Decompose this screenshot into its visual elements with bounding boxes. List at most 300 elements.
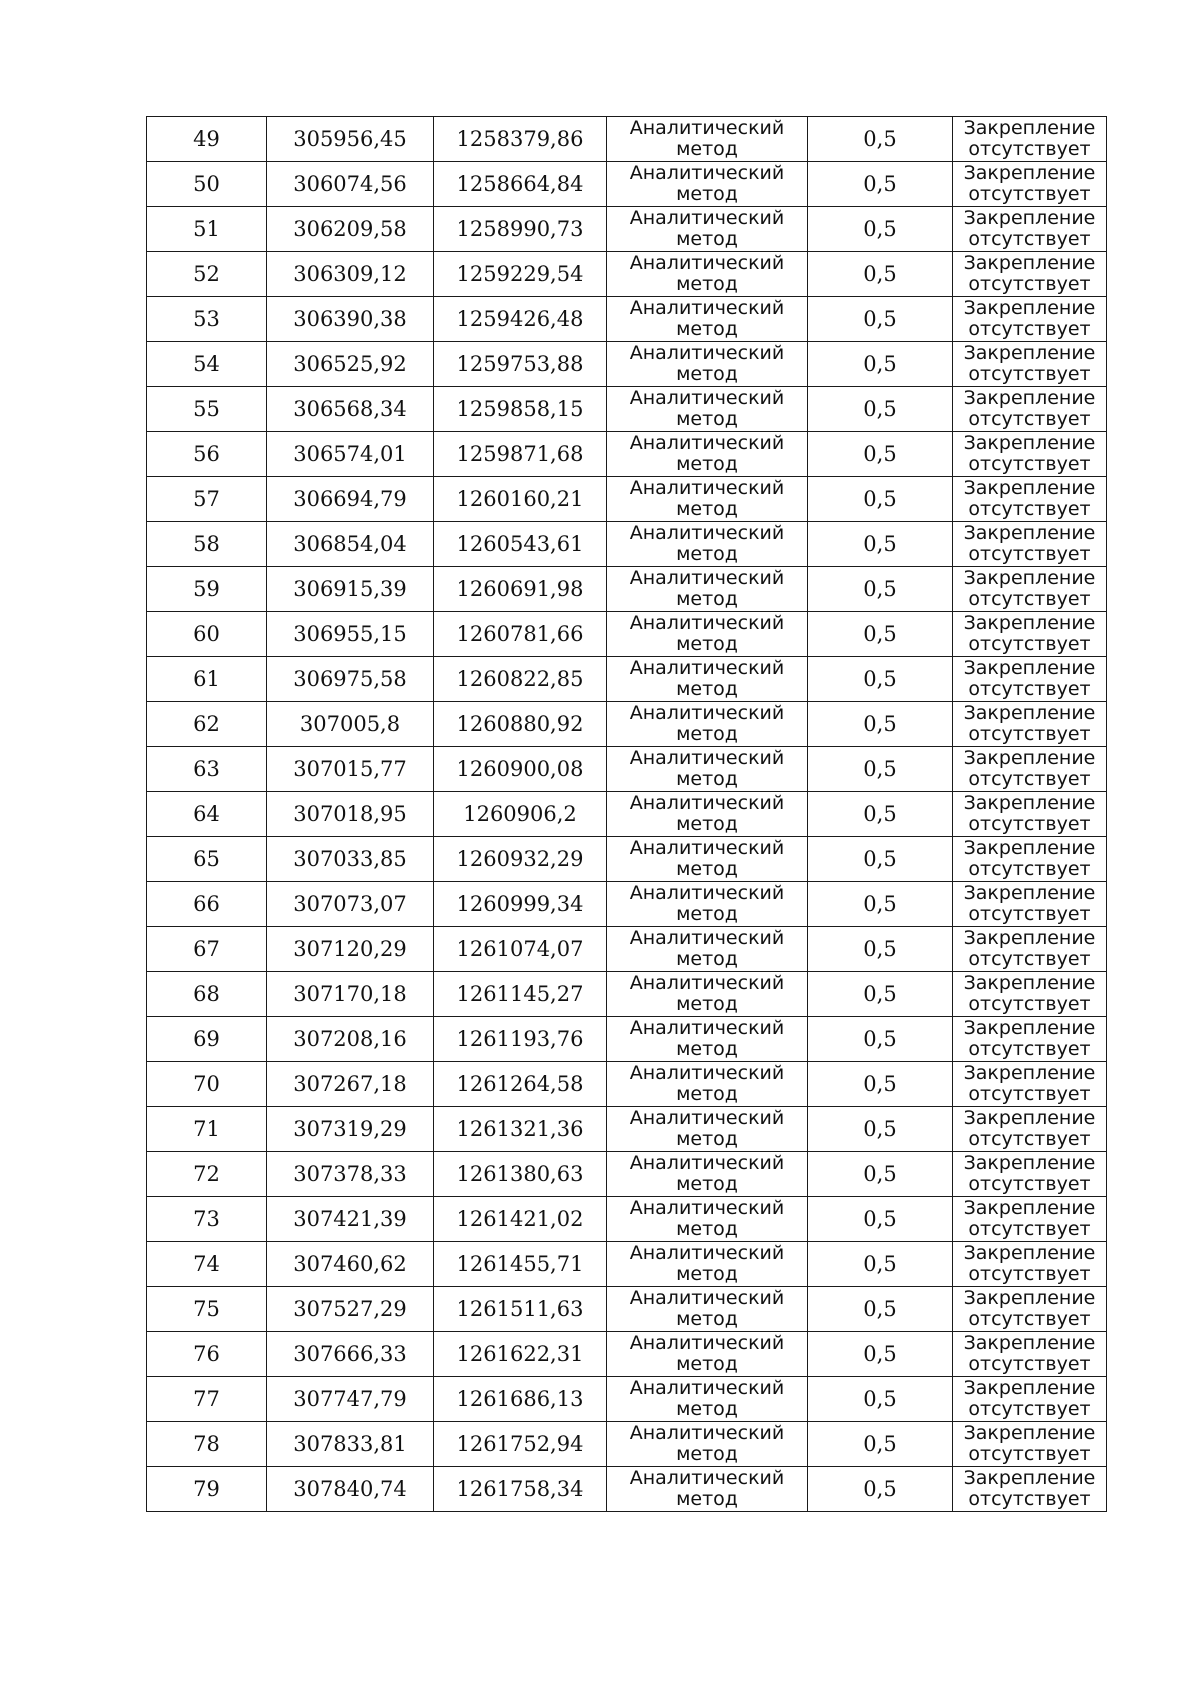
- x-coordinate-cell: 307120,29: [267, 927, 434, 972]
- table-row: [147, 477, 1107, 522]
- fixation-text-line: Закрепление: [963, 702, 1096, 724]
- fixation-text-line: отсутствует: [968, 1443, 1091, 1465]
- fixation-text-line: отсутствует: [968, 1398, 1091, 1420]
- method-cell: [607, 837, 808, 882]
- method-text-line: метод: [676, 183, 738, 205]
- y-coordinate-cell: 1259871,68: [434, 432, 607, 477]
- fixation-text-line: Закрепление: [963, 972, 1096, 994]
- accuracy-cell: 0,5: [808, 1242, 953, 1287]
- fixation-cell: [953, 882, 1107, 927]
- coordinates-table-body: [147, 117, 1107, 1512]
- method-cell: [607, 207, 808, 252]
- table-row: [147, 657, 1107, 702]
- y-coordinate-cell: 1259858,15: [434, 387, 607, 432]
- table-row: [147, 117, 1107, 162]
- fixation-text-line: отсутствует: [968, 1038, 1091, 1060]
- x-coordinate-cell: 306390,38: [267, 297, 434, 342]
- point-number-cell: 59: [147, 567, 267, 612]
- method-text-line: Аналитический: [629, 837, 785, 859]
- point-number-cell: 57: [147, 477, 267, 522]
- method-text-line: Аналитический: [629, 1377, 785, 1399]
- fixation-text-line: Закрепление: [963, 1287, 1096, 1309]
- y-coordinate-cell: 1260880,92: [434, 702, 607, 747]
- method-cell: [607, 1242, 808, 1287]
- method-cell: [607, 477, 808, 522]
- fixation-text-line: отсутствует: [968, 1263, 1091, 1285]
- table-row: [147, 972, 1107, 1017]
- method-text-line: метод: [676, 1263, 738, 1285]
- fixation-cell: [953, 387, 1107, 432]
- method-text-line: Аналитический: [629, 297, 785, 319]
- method-text-line: Аналитический: [629, 747, 785, 769]
- point-number-cell: 73: [147, 1197, 267, 1242]
- accuracy-cell: 0,5: [808, 117, 953, 162]
- x-coordinate-cell: 307033,85: [267, 837, 434, 882]
- point-number-cell: 50: [147, 162, 267, 207]
- fixation-text-line: Закрепление: [963, 1377, 1096, 1399]
- fixation-text-line: отсутствует: [968, 453, 1091, 475]
- accuracy-cell: 0,5: [808, 927, 953, 972]
- method-text-line: метод: [676, 318, 738, 340]
- method-text-line: метод: [676, 633, 738, 655]
- point-number-cell: 58: [147, 522, 267, 567]
- fixation-text-line: Закрепление: [963, 657, 1096, 679]
- fixation-text-line: отсутствует: [968, 1218, 1091, 1240]
- method-text-line: Аналитический: [629, 1152, 785, 1174]
- table-row: [147, 927, 1107, 972]
- y-coordinate-cell: 1259229,54: [434, 252, 607, 297]
- method-cell: [607, 342, 808, 387]
- point-number-cell: 55: [147, 387, 267, 432]
- fixation-cell: [953, 612, 1107, 657]
- fixation-text-line: отсутствует: [968, 588, 1091, 610]
- fixation-text-line: отсутствует: [968, 408, 1091, 430]
- accuracy-cell: 0,5: [808, 207, 953, 252]
- method-cell: [607, 882, 808, 927]
- method-cell: [607, 1017, 808, 1062]
- x-coordinate-cell: 307421,39: [267, 1197, 434, 1242]
- accuracy-cell: 0,5: [808, 1377, 953, 1422]
- fixation-text-line: Закрепление: [963, 747, 1096, 769]
- method-cell: [607, 657, 808, 702]
- x-coordinate-cell: 307005,8: [267, 702, 434, 747]
- fixation-text-line: Закрепление: [963, 792, 1096, 814]
- fixation-cell: [953, 1152, 1107, 1197]
- fixation-text-line: Закрепление: [963, 927, 1096, 949]
- method-text-line: метод: [676, 813, 738, 835]
- y-coordinate-cell: 1260781,66: [434, 612, 607, 657]
- fixation-cell: [953, 927, 1107, 972]
- fixation-text-line: Закрепление: [963, 432, 1096, 454]
- x-coordinate-cell: 306694,79: [267, 477, 434, 522]
- fixation-cell: [953, 1377, 1107, 1422]
- method-cell: [607, 252, 808, 297]
- table-row: [147, 252, 1107, 297]
- table-row: [147, 1062, 1107, 1107]
- method-cell: [607, 117, 808, 162]
- fixation-text-line: Закрепление: [963, 207, 1096, 229]
- fixation-text-line: отсутствует: [968, 228, 1091, 250]
- point-number-cell: 69: [147, 1017, 267, 1062]
- point-number-cell: 75: [147, 1287, 267, 1332]
- y-coordinate-cell: 1260900,08: [434, 747, 607, 792]
- fixation-cell: [953, 1422, 1107, 1467]
- x-coordinate-cell: 305956,45: [267, 117, 434, 162]
- fixation-text-line: отсутствует: [968, 183, 1091, 205]
- x-coordinate-cell: 306525,92: [267, 342, 434, 387]
- fixation-cell: [953, 432, 1107, 477]
- accuracy-cell: 0,5: [808, 837, 953, 882]
- method-text-line: Аналитический: [629, 972, 785, 994]
- method-text-line: Аналитический: [629, 117, 785, 139]
- method-text-line: метод: [676, 273, 738, 295]
- fixation-text-line: отсутствует: [968, 723, 1091, 745]
- table-row: [147, 1467, 1107, 1512]
- method-cell: [607, 1377, 808, 1422]
- y-coordinate-cell: 1261752,94: [434, 1422, 607, 1467]
- y-coordinate-cell: 1261264,58: [434, 1062, 607, 1107]
- fixation-text-line: Закрепление: [963, 522, 1096, 544]
- y-coordinate-cell: 1261145,27: [434, 972, 607, 1017]
- accuracy-cell: 0,5: [808, 162, 953, 207]
- y-coordinate-cell: 1259426,48: [434, 297, 607, 342]
- fixation-cell: [953, 297, 1107, 342]
- y-coordinate-cell: 1261421,02: [434, 1197, 607, 1242]
- fixation-cell: [953, 702, 1107, 747]
- point-number-cell: 70: [147, 1062, 267, 1107]
- point-number-cell: 65: [147, 837, 267, 882]
- x-coordinate-cell: 306209,58: [267, 207, 434, 252]
- method-text-line: Аналитический: [629, 1062, 785, 1084]
- x-coordinate-cell: 307666,33: [267, 1332, 434, 1377]
- fixation-text-line: Закрепление: [963, 1332, 1096, 1354]
- y-coordinate-cell: 1260999,34: [434, 882, 607, 927]
- point-number-cell: 54: [147, 342, 267, 387]
- fixation-text-line: Закрепление: [963, 1197, 1096, 1219]
- method-cell: [607, 432, 808, 477]
- y-coordinate-cell: 1258664,84: [434, 162, 607, 207]
- fixation-cell: [953, 1062, 1107, 1107]
- table-row: [147, 882, 1107, 927]
- table-row: [147, 1197, 1107, 1242]
- method-text-line: Аналитический: [629, 342, 785, 364]
- method-cell: [607, 972, 808, 1017]
- x-coordinate-cell: 306574,01: [267, 432, 434, 477]
- point-number-cell: 68: [147, 972, 267, 1017]
- point-number-cell: 76: [147, 1332, 267, 1377]
- table-row: [147, 792, 1107, 837]
- method-cell: [607, 567, 808, 612]
- accuracy-cell: 0,5: [808, 972, 953, 1017]
- x-coordinate-cell: 307073,07: [267, 882, 434, 927]
- method-text-line: Аналитический: [629, 1017, 785, 1039]
- point-number-cell: 77: [147, 1377, 267, 1422]
- method-cell: [607, 522, 808, 567]
- point-number-cell: 51: [147, 207, 267, 252]
- point-number-cell: 63: [147, 747, 267, 792]
- y-coordinate-cell: 1260691,98: [434, 567, 607, 612]
- method-text-line: метод: [676, 1353, 738, 1375]
- y-coordinate-cell: 1261321,36: [434, 1107, 607, 1152]
- accuracy-cell: 0,5: [808, 252, 953, 297]
- point-number-cell: 56: [147, 432, 267, 477]
- method-text-line: Аналитический: [629, 1197, 785, 1219]
- y-coordinate-cell: 1260822,85: [434, 657, 607, 702]
- fixation-text-line: Закрепление: [963, 567, 1096, 589]
- fixation-cell: [953, 567, 1107, 612]
- method-cell: [607, 1332, 808, 1377]
- method-text-line: метод: [676, 678, 738, 700]
- y-coordinate-cell: 1261686,13: [434, 1377, 607, 1422]
- method-cell: [607, 162, 808, 207]
- accuracy-cell: 0,5: [808, 1287, 953, 1332]
- accuracy-cell: 0,5: [808, 477, 953, 522]
- accuracy-cell: 0,5: [808, 297, 953, 342]
- point-number-cell: 64: [147, 792, 267, 837]
- accuracy-cell: 0,5: [808, 1422, 953, 1467]
- fixation-text-line: Закрепление: [963, 297, 1096, 319]
- y-coordinate-cell: 1261511,63: [434, 1287, 607, 1332]
- point-number-cell: 66: [147, 882, 267, 927]
- fixation-cell: [953, 1467, 1107, 1512]
- table-row: [147, 1107, 1107, 1152]
- table-row: [147, 1377, 1107, 1422]
- method-text-line: Аналитический: [629, 1467, 785, 1489]
- fixation-cell: [953, 1287, 1107, 1332]
- point-number-cell: 53: [147, 297, 267, 342]
- fixation-text-line: Закрепление: [963, 117, 1096, 139]
- x-coordinate-cell: 307747,79: [267, 1377, 434, 1422]
- accuracy-cell: 0,5: [808, 1017, 953, 1062]
- y-coordinate-cell: 1259753,88: [434, 342, 607, 387]
- method-cell: [607, 612, 808, 657]
- point-number-cell: 52: [147, 252, 267, 297]
- x-coordinate-cell: 306955,15: [267, 612, 434, 657]
- method-text-line: метод: [676, 543, 738, 565]
- method-cell: [607, 702, 808, 747]
- method-text-line: метод: [676, 1488, 738, 1510]
- fixation-text-line: отсутствует: [968, 273, 1091, 295]
- fixation-cell: [953, 747, 1107, 792]
- accuracy-cell: 0,5: [808, 522, 953, 567]
- point-number-cell: 79: [147, 1467, 267, 1512]
- point-number-cell: 74: [147, 1242, 267, 1287]
- method-text-line: Аналитический: [629, 612, 785, 634]
- method-cell: [607, 1422, 808, 1467]
- method-text-line: Аналитический: [629, 792, 785, 814]
- fixation-text-line: Закрепление: [963, 882, 1096, 904]
- x-coordinate-cell: 306854,04: [267, 522, 434, 567]
- fixation-text-line: отсутствует: [968, 633, 1091, 655]
- fixation-cell: [953, 657, 1107, 702]
- fixation-cell: [953, 522, 1107, 567]
- x-coordinate-cell: 307840,74: [267, 1467, 434, 1512]
- accuracy-cell: 0,5: [808, 1152, 953, 1197]
- y-coordinate-cell: 1261074,07: [434, 927, 607, 972]
- x-coordinate-cell: 307833,81: [267, 1422, 434, 1467]
- point-number-cell: 49: [147, 117, 267, 162]
- method-text-line: метод: [676, 138, 738, 160]
- accuracy-cell: 0,5: [808, 657, 953, 702]
- fixation-text-line: Закрепление: [963, 1467, 1096, 1489]
- method-text-line: Аналитический: [629, 387, 785, 409]
- point-number-cell: 71: [147, 1107, 267, 1152]
- x-coordinate-cell: 307460,62: [267, 1242, 434, 1287]
- fixation-cell: [953, 477, 1107, 522]
- fixation-text-line: Закрепление: [963, 1107, 1096, 1129]
- table-row: [147, 297, 1107, 342]
- fixation-cell: [953, 972, 1107, 1017]
- method-text-line: метод: [676, 858, 738, 880]
- accuracy-cell: 0,5: [808, 342, 953, 387]
- x-coordinate-cell: 307018,95: [267, 792, 434, 837]
- y-coordinate-cell: 1261758,34: [434, 1467, 607, 1512]
- point-number-cell: 60: [147, 612, 267, 657]
- accuracy-cell: 0,5: [808, 882, 953, 927]
- fixation-text-line: отсутствует: [968, 543, 1091, 565]
- table-row: [147, 1287, 1107, 1332]
- method-text-line: Аналитический: [629, 432, 785, 454]
- accuracy-cell: 0,5: [808, 1467, 953, 1512]
- accuracy-cell: 0,5: [808, 747, 953, 792]
- accuracy-cell: 0,5: [808, 1332, 953, 1377]
- accuracy-cell: 0,5: [808, 792, 953, 837]
- fixation-cell: [953, 1332, 1107, 1377]
- x-coordinate-cell: 306568,34: [267, 387, 434, 432]
- y-coordinate-cell: 1261193,76: [434, 1017, 607, 1062]
- table-row: [147, 1332, 1107, 1377]
- method-text-line: метод: [676, 588, 738, 610]
- fixation-text-line: отсутствует: [968, 1353, 1091, 1375]
- fixation-cell: [953, 1017, 1107, 1062]
- method-text-line: Аналитический: [629, 162, 785, 184]
- x-coordinate-cell: 307170,18: [267, 972, 434, 1017]
- fixation-text-line: Закрепление: [963, 252, 1096, 274]
- method-text-line: метод: [676, 363, 738, 385]
- fixation-cell: [953, 837, 1107, 882]
- table-row: [147, 1152, 1107, 1197]
- fixation-text-line: Закрепление: [963, 1062, 1096, 1084]
- table-row: [147, 432, 1107, 477]
- method-text-line: Аналитический: [629, 702, 785, 724]
- method-text-line: Аналитический: [629, 1242, 785, 1264]
- method-text-line: метод: [676, 723, 738, 745]
- fixation-text-line: Закрепление: [963, 1242, 1096, 1264]
- table-row: [147, 747, 1107, 792]
- fixation-text-line: отсутствует: [968, 948, 1091, 970]
- fixation-text-line: отсутствует: [968, 993, 1091, 1015]
- method-text-line: метод: [676, 498, 738, 520]
- table-row: [147, 522, 1107, 567]
- accuracy-cell: 0,5: [808, 1062, 953, 1107]
- point-number-cell: 62: [147, 702, 267, 747]
- point-number-cell: 61: [147, 657, 267, 702]
- method-text-line: Аналитический: [629, 207, 785, 229]
- method-text-line: Аналитический: [629, 1332, 785, 1354]
- fixation-text-line: Закрепление: [963, 477, 1096, 499]
- accuracy-cell: 0,5: [808, 387, 953, 432]
- fixation-text-line: отсутствует: [968, 903, 1091, 925]
- fixation-text-line: отсутствует: [968, 1488, 1091, 1510]
- fixation-text-line: отсутствует: [968, 813, 1091, 835]
- method-text-line: метод: [676, 1038, 738, 1060]
- y-coordinate-cell: 1260543,61: [434, 522, 607, 567]
- fixation-cell: [953, 207, 1107, 252]
- fixation-text-line: отсутствует: [968, 498, 1091, 520]
- x-coordinate-cell: 307267,18: [267, 1062, 434, 1107]
- method-text-line: Аналитический: [629, 522, 785, 544]
- fixation-cell: [953, 342, 1107, 387]
- fixation-text-line: отсутствует: [968, 678, 1091, 700]
- method-text-line: Аналитический: [629, 252, 785, 274]
- y-coordinate-cell: 1260932,29: [434, 837, 607, 882]
- fixation-text-line: отсутствует: [968, 138, 1091, 160]
- table-row: [147, 1242, 1107, 1287]
- method-cell: [607, 297, 808, 342]
- fixation-text-line: отсутствует: [968, 768, 1091, 790]
- y-coordinate-cell: 1258990,73: [434, 207, 607, 252]
- table-row: [147, 342, 1107, 387]
- fixation-cell: [953, 1107, 1107, 1152]
- y-coordinate-cell: 1261455,71: [434, 1242, 607, 1287]
- table-row: [147, 207, 1107, 252]
- method-text-line: метод: [676, 993, 738, 1015]
- table-row: [147, 1422, 1107, 1467]
- method-cell: [607, 1152, 808, 1197]
- fixation-text-line: отсутствует: [968, 1083, 1091, 1105]
- fixation-cell: [953, 1197, 1107, 1242]
- method-text-line: Аналитический: [629, 657, 785, 679]
- method-cell: [607, 1062, 808, 1107]
- method-cell: [607, 1197, 808, 1242]
- method-text-line: метод: [676, 768, 738, 790]
- table-row: [147, 612, 1107, 657]
- accuracy-cell: 0,5: [808, 1107, 953, 1152]
- method-text-line: метод: [676, 453, 738, 475]
- fixation-cell: [953, 117, 1107, 162]
- table-row: [147, 387, 1107, 432]
- method-text-line: метод: [676, 1308, 738, 1330]
- method-text-line: Аналитический: [629, 567, 785, 589]
- method-text-line: Аналитический: [629, 1287, 785, 1309]
- x-coordinate-cell: 306309,12: [267, 252, 434, 297]
- fixation-text-line: отсутствует: [968, 858, 1091, 880]
- coordinates-table: [146, 116, 1107, 1512]
- point-number-cell: 78: [147, 1422, 267, 1467]
- fixation-cell: [953, 1242, 1107, 1287]
- accuracy-cell: 0,5: [808, 1197, 953, 1242]
- y-coordinate-cell: 1260906,2: [434, 792, 607, 837]
- fixation-text-line: Закрепление: [963, 342, 1096, 364]
- method-text-line: метод: [676, 1128, 738, 1150]
- y-coordinate-cell: 1260160,21: [434, 477, 607, 522]
- fixation-text-line: Закрепление: [963, 162, 1096, 184]
- y-coordinate-cell: 1261622,31: [434, 1332, 607, 1377]
- method-cell: [607, 792, 808, 837]
- fixation-text-line: Закрепление: [963, 1017, 1096, 1039]
- x-coordinate-cell: 307319,29: [267, 1107, 434, 1152]
- method-cell: [607, 1107, 808, 1152]
- fixation-text-line: отсутствует: [968, 1128, 1091, 1150]
- fixation-cell: [953, 792, 1107, 837]
- fixation-text-line: Закрепление: [963, 837, 1096, 859]
- x-coordinate-cell: 307378,33: [267, 1152, 434, 1197]
- fixation-text-line: Закрепление: [963, 612, 1096, 634]
- method-text-line: метод: [676, 1218, 738, 1240]
- method-text-line: Аналитический: [629, 1422, 785, 1444]
- table-row: [147, 837, 1107, 882]
- fixation-text-line: отсутствует: [968, 1308, 1091, 1330]
